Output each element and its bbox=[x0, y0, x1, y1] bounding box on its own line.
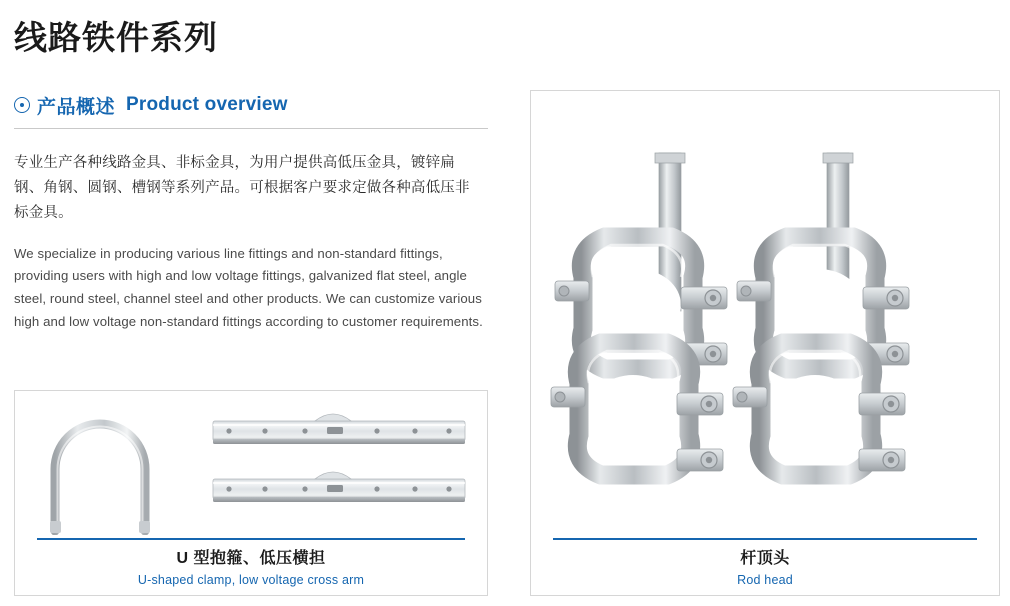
product-caption-rod-head bbox=[553, 538, 977, 587]
overview-title-cn: 产品概述 bbox=[37, 96, 116, 118]
caption-cn: U 型抱箍、低压横担 bbox=[176, 549, 326, 567]
u-shaped-clamp-and-cross-arm-photo bbox=[15, 391, 487, 535]
overview-title-en: Product overview bbox=[126, 94, 288, 116]
caption-en: U-shaped clamp, low voltage cross arm bbox=[137, 573, 365, 587]
product-caption-u-clamp bbox=[37, 538, 465, 587]
overview-paragraph-en: We specialize in producing various line fittings and non-standard fittings, providing users with high and low voltage fittings, galvanized flat steel, angle steel, round steel, channel steel and other products. We can customize various high and low voltage non-standard fittings according to customer requirements. bbox=[14, 245, 483, 329]
caption-divider bbox=[37, 538, 465, 540]
circle-dot-icon bbox=[14, 97, 30, 113]
rod-head-photo bbox=[531, 91, 999, 535]
heading-divider bbox=[14, 128, 488, 129]
overview-heading bbox=[14, 92, 488, 119]
overview-paragraph-cn: 专业生产各种线路金具、非标金具，为用户提供高低压金具，镀锌扁钢、角钢、圆钢、槽钢等系列产品。可根据客户要求定做各种高低压非标金具。 bbox=[14, 154, 470, 222]
product-card-rod-head bbox=[530, 90, 1000, 596]
page-title: 线路铁件系列 bbox=[14, 19, 218, 56]
caption-divider bbox=[553, 538, 977, 540]
product-card-u-clamp bbox=[14, 390, 488, 596]
caption-cn: 杆顶头 bbox=[740, 549, 790, 567]
caption-en: Rod head bbox=[737, 573, 793, 587]
